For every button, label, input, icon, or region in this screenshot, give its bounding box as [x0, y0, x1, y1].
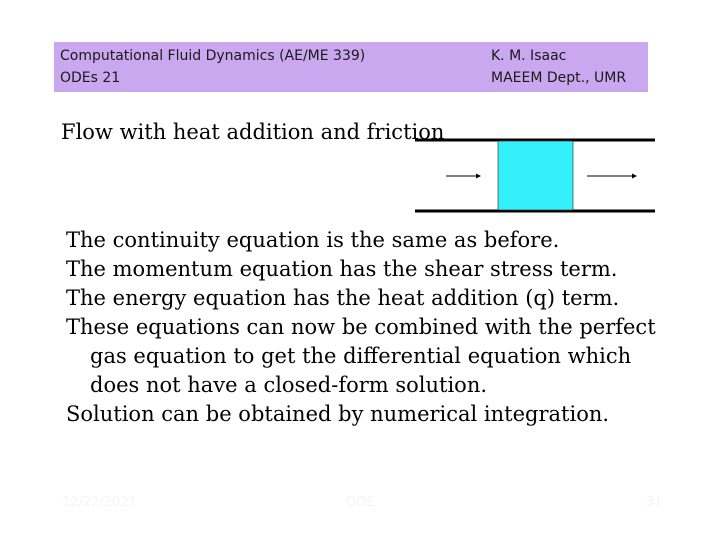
slide-body: [66, 226, 666, 429]
page-number: 31: [646, 495, 663, 510]
heating-block: [498, 141, 573, 210]
department-name: MAEEM Dept., UMR: [491, 70, 627, 86]
slide-header: [54, 42, 648, 92]
inflow-arrow-icon: [446, 174, 481, 179]
body-line: These equations can now be combined with the perfect gas equation to get the differential equation which does not have a closed-form solution.: [66, 315, 656, 397]
footer-date: 12/22/2021: [62, 495, 137, 510]
course-title: Computational Fluid Dynamics (AE/ME 339): [60, 48, 366, 64]
body-line: The momentum equation has the shear stress term.: [66, 257, 618, 281]
body-line: Solution can be obtained by numerical integration.: [66, 402, 610, 426]
body-line: The continuity equation is the same as before.: [66, 228, 560, 252]
outflow-arrow-icon: [587, 174, 637, 179]
footer-label: ODE: [346, 495, 375, 510]
body-line: The energy equation has the heat addition (q) term.: [66, 286, 620, 310]
section-label: ODEs 21: [60, 70, 121, 86]
duct-diagram: [410, 130, 660, 220]
slide-title: Flow with heat addition and friction: [61, 120, 445, 144]
author-name: K. M. Isaac: [491, 48, 567, 64]
